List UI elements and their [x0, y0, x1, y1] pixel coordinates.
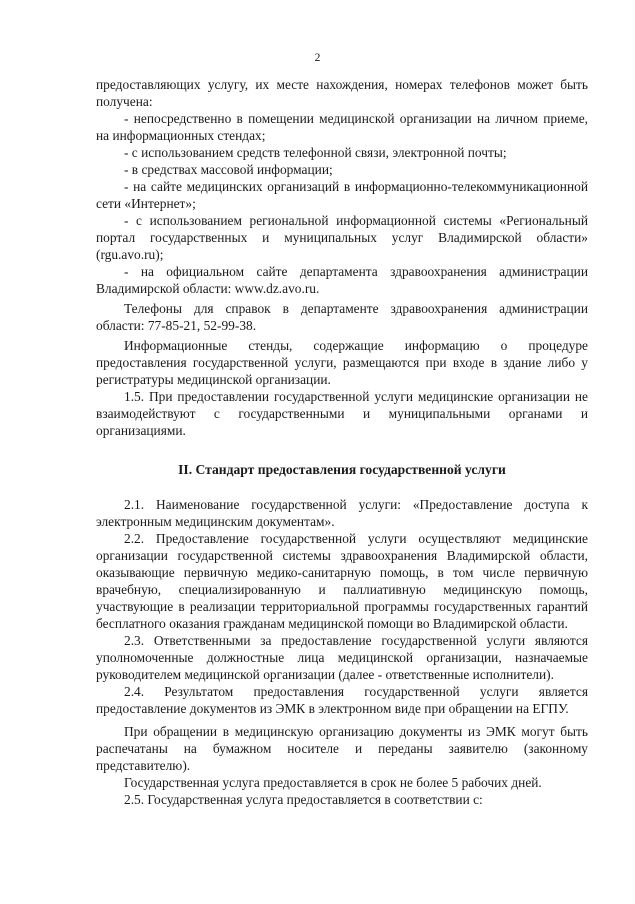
list-item-mass-media: - в средствах массовой информации;	[124, 162, 333, 177]
paragraph-2-5: 2.5. Государственная услуга предоставляется в соответствии с:	[124, 792, 483, 807]
paragraph-1-5: 1.5. При предоставлении государственной услуги медицинские организации не взаимодействуют с государственными и муниципальными органами и организациями.	[96, 389, 588, 438]
paragraph-phones: Телефоны для справок в департаменте здравоохранения администрации области: 77-85-21, 52-99-38.	[96, 301, 588, 333]
list-item-regional-portal: - с использованием региональной информационной системы «Региональный портал государственных и муниципальных услуг Владимирской области» (rgu.avo.ru);	[96, 213, 588, 262]
section-heading: II. Стандарт предоставления государственной услуги	[178, 462, 506, 477]
paragraph-term: Государственная услуга предоставляется в срок не более 5 рабочих дней.	[124, 775, 542, 790]
paragraph-info-continuation: предоставляющих услугу, их месте нахождения, номерах телефонов может быть получена:	[96, 77, 588, 109]
list-item-official-site: - на официальном сайте департамента здравоохранения администрации Владимирской области: www.dz.avo.ru.	[96, 264, 588, 296]
paragraph-2-3: 2.3. Ответственными за предоставление государственной услуги являются уполномоченные должностные лица медицинской организации, назначаемые руководителем медицинской организации (далее - ответственные исполнители).	[96, 633, 588, 682]
paragraph-info-stands: Информационные стенды, содержащие информацию о процедуре предоставления государственной услуги, размещаются при входе в здание либо у регистратуры медицинской организации.	[96, 338, 588, 387]
list-item-internet-sites: - на сайте медицинских организаций в информационно-телекоммуникационной сети «Интернет»;	[96, 179, 588, 211]
paragraph-print-documents: При обращении в медицинскую организацию документы из ЭМК могут быть распечатаны на бумажном носителе и переданы заявителю (законному представителю).	[96, 724, 588, 773]
list-item-phone-email: - с использованием средств телефонной связи, электронной почты;	[124, 145, 507, 160]
paragraph-2-2: 2.2. Предоставление государственной услуги осуществляют медицинские организации государственной системы здравоохранения Владимирской области, оказывающие первичную медико-санитарную помощь, в том числе первичную врачебную, специализированную и паллиативную медицинскую помощь, участвующие в реализации территориальной программы государственных гарантий бесплатного оказания гражданам медицинской помощи во Владимирской области.	[96, 531, 588, 631]
page-number: 2	[314, 52, 321, 64]
paragraph-2-4: 2.4. Результатом предоставления государственной услуги является предоставление документов из ЭМК в электронном виде при обращении на ЕГПУ.	[96, 684, 588, 716]
paragraph-2-1: 2.1. Наименование государственной услуги: «Предоставление доступа к электронным медицинским документам».	[96, 497, 588, 529]
document-body	[96, 76, 588, 808]
list-item-in-person: - непосредственно в помещении медицинской организации на личном приеме, на информационных стендах;	[96, 111, 588, 143]
